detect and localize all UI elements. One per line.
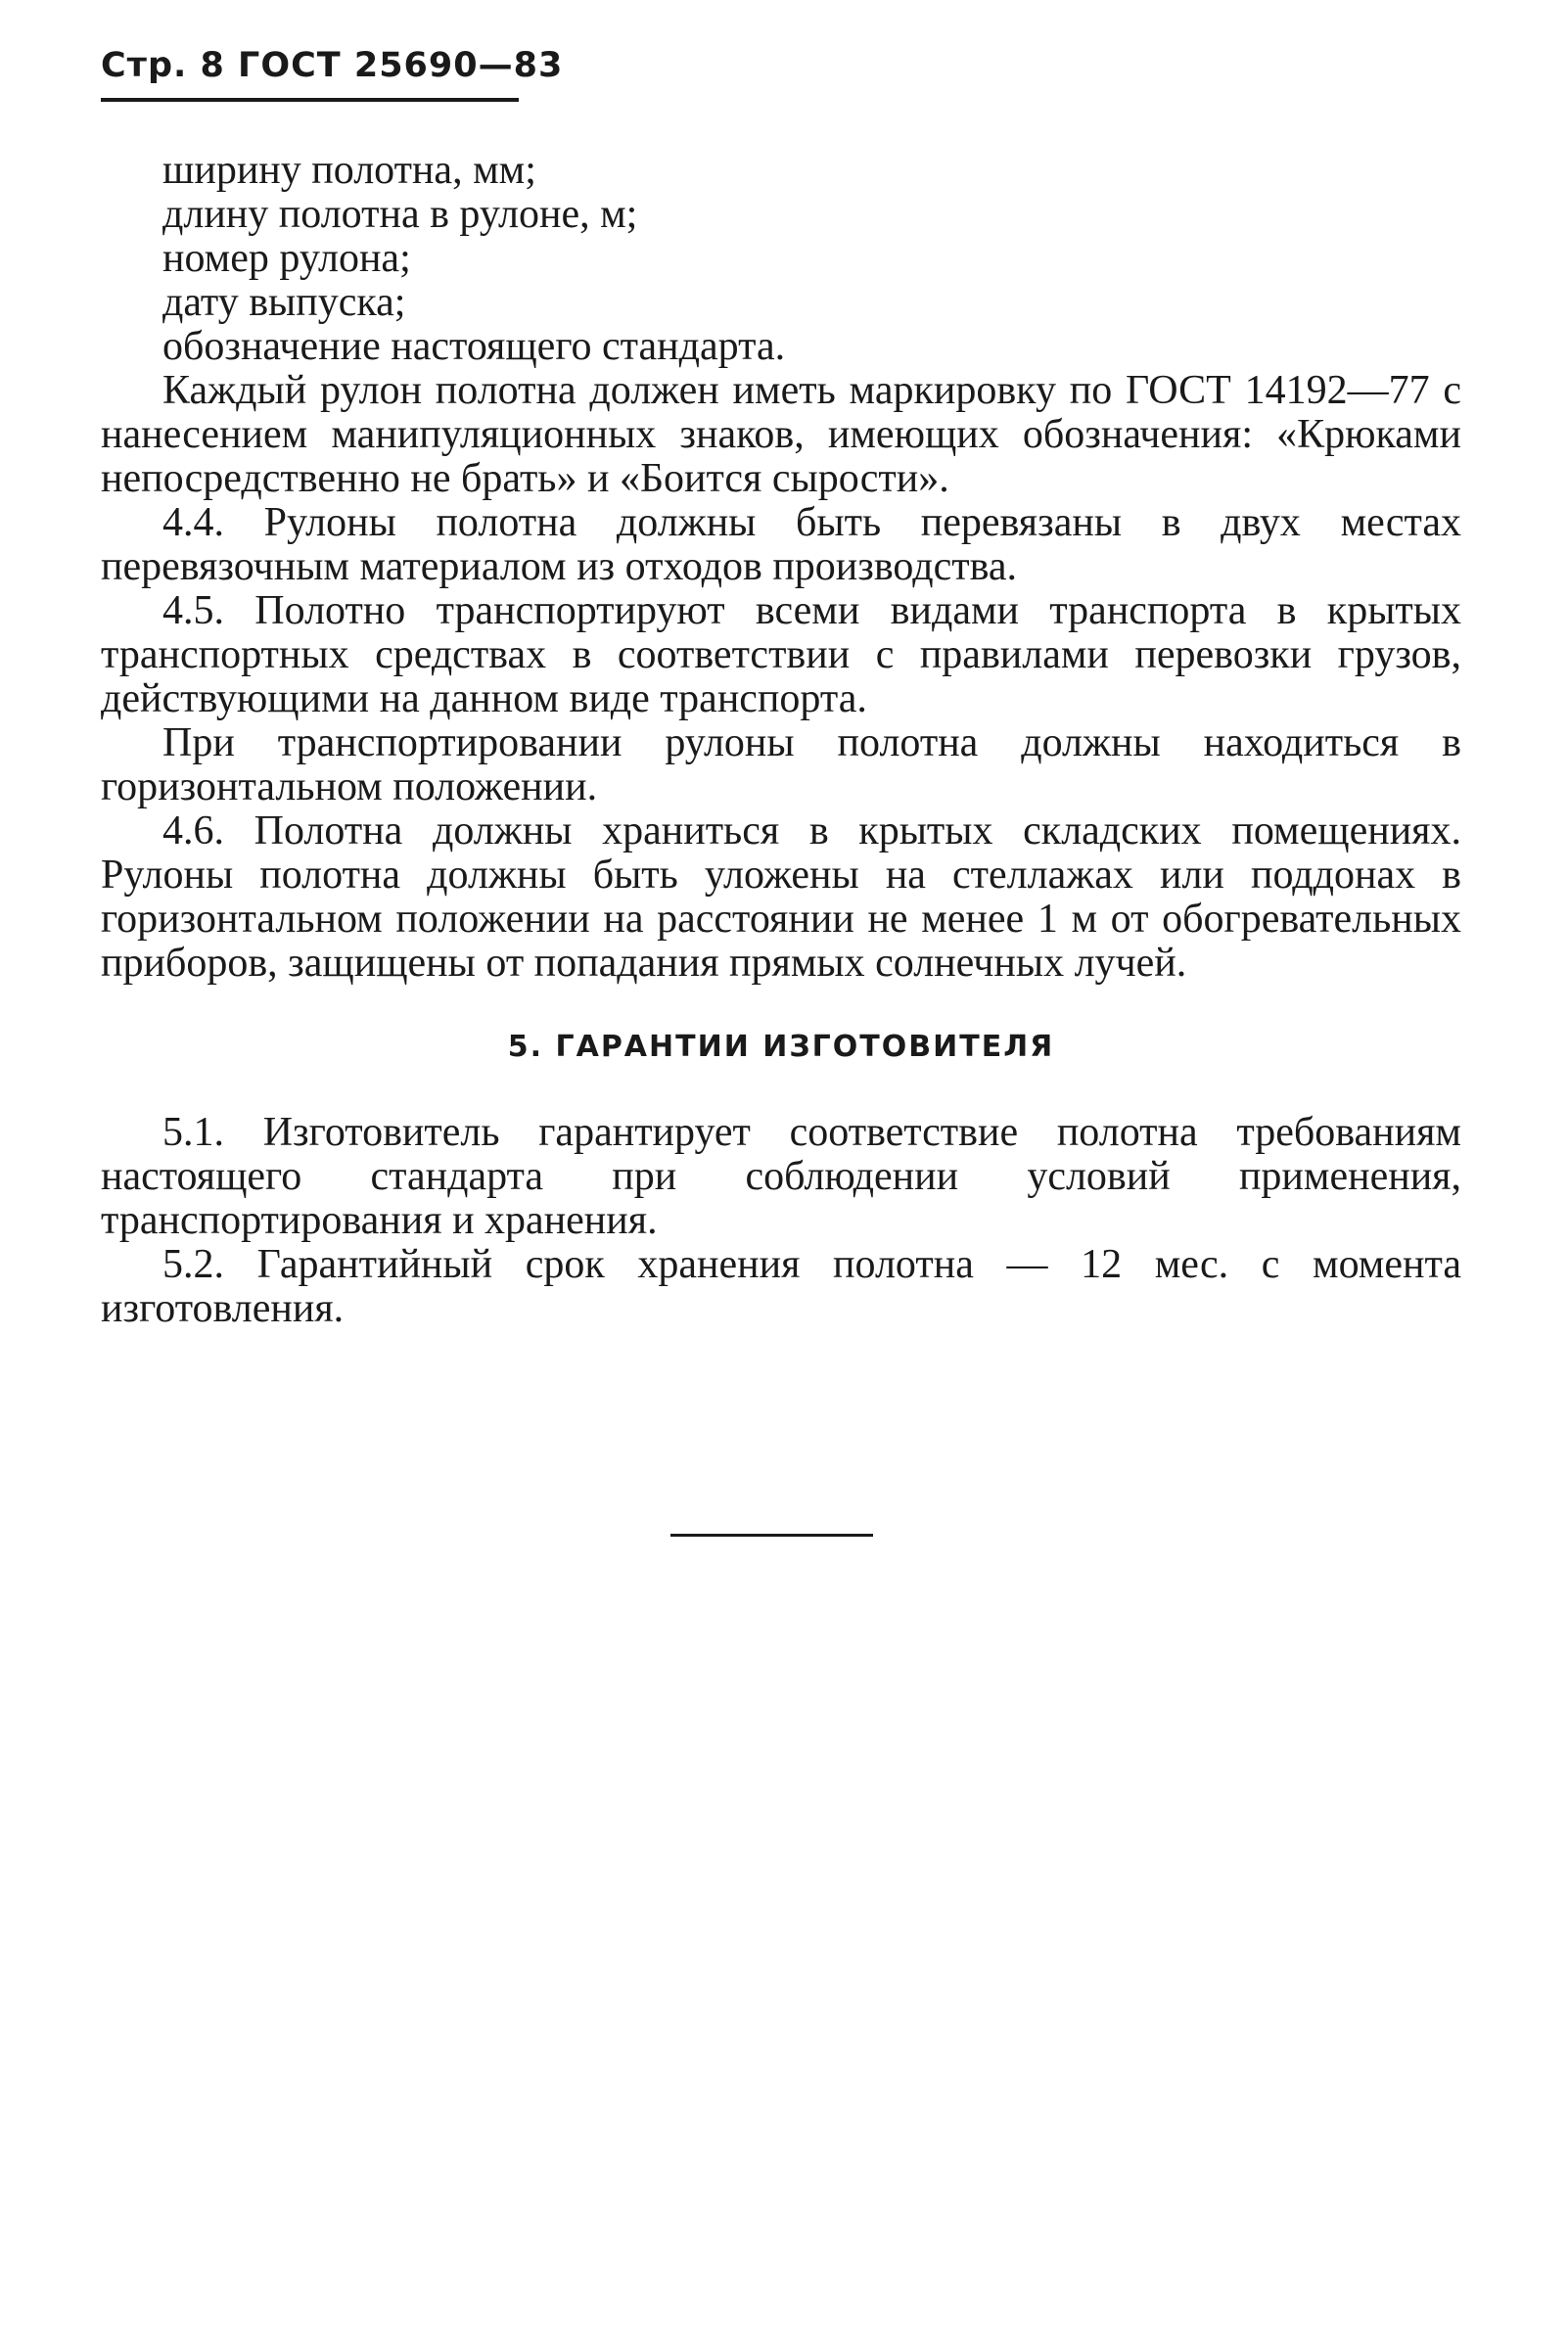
paragraph-4-5-note: При транспортировании рулоны полотна должны находиться в горизонтальном положении. (101, 720, 1461, 809)
list-item: обозначение настоящего стандарта. (162, 324, 786, 369)
paragraph-marking-signs: Каждый рулон полотна должен иметь маркировку по ГОСТ 14192—77 с нанесением манипуляционных знаков, имеющих обозначения: «Крюками непосредственно не брать» и «Боится сырости». (101, 368, 1461, 501)
paragraph-4-6: 4.6. Полотна должны храниться в крытых складских помещениях. Рулоны полотна должны быть уложены на стеллажах или поддонах в горизонтальном положении на расстоянии не менее 1 м от обогревательных приборов, защищены от попадания прямых солнечных лучей. (101, 808, 1461, 986)
document-body (101, 149, 1461, 1331)
marking-list (101, 149, 1461, 369)
list-item: номер рулона; (162, 236, 411, 281)
paragraph-4-5: 4.5. Полотно транспортируют всеми видами транспорта в крытых транспортных средствах в соответствии с правилами перевозки грузов, действующими на данном виде транспорта. (101, 588, 1461, 721)
paragraph-4-4: 4.4. Рулоны полотна должны быть перевязаны в двух местах перевязочным материалом из отходов производства. (101, 500, 1461, 589)
end-rule (670, 1534, 873, 1537)
paragraph-5-1: 5.1. Изготовитель гарантирует соответствие полотна требованиям настоящего стандарта при соблюдении условий применения, транспортирования и хранения. (101, 1110, 1461, 1243)
list-item: дату выпуска; (162, 280, 406, 325)
paragraph-5-2: 5.2. Гарантийный срок хранения полотна — 12 мес. с момента изготовления. (101, 1242, 1461, 1331)
section-title: 5. ГАРАНТИИ ИЗГОТОВИТЕЛЯ (507, 1030, 1055, 1064)
list-item: длину полотна в рулоне, м; (162, 192, 638, 237)
list-item: ширину полотна, мм; (162, 148, 536, 193)
header-rule (101, 98, 519, 102)
page-header: Стр. 8 ГОСТ 25690—83 (101, 46, 564, 85)
